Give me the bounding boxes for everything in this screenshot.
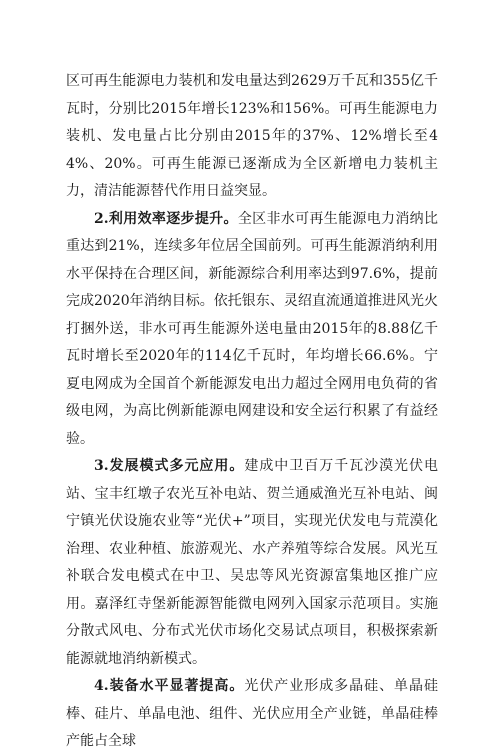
- paragraph-heading: 3.发展模式多元应用。: [94, 458, 245, 474]
- paragraph-text: 全区非水可再生能源电力消纳比重达到21%，连续多年位居全国前列。可再生能源消纳利用水平保持在合理区间，新能源综合利用率达到97.6%，提前完成2020年消纳目标。依托银东、灵绍直流通道推进风光火打捆外送，非水可再生能源外送电量由2015年的8.88亿千瓦时增长至2020年的114亿千瓦时，年均增长66.6%。宁夏电网成为全国首个新能源发电出力超过全网用电负荷的省级电网，为高比例新能源电网建设和安全运行积累了有益经验。: [66, 210, 438, 447]
- paragraph-continuation: [66, 68, 438, 206]
- paragraph-heading: 4.装备水平显著提高。: [94, 678, 245, 694]
- paragraph-text: 建成中卫百万千瓦沙漠光伏电站、宝丰红墩子农光互补电站、贺兰通威渔光互补电站、闽宁镇光伏设施农业等“光伏+”项目，实现光伏发电与荒漠化治理、农业种植、旅游观光、水产养殖等综合发展。风光互补联合发电模式在中卫、吴忠等风光资源富集地区推广应用。嘉泽红寺堡新能源智能微电网列入国家示范项目。实施分散式风电、分布式光伏市场化交易试点项目，积极探索新能源就地消纳新模式。: [66, 458, 439, 667]
- paragraph-heading: 2.利用效率逐步提升。: [94, 210, 238, 227]
- paragraph-text: 区可再生能源电力装机和发电量达到2629万千瓦和355亿千瓦时，分别比2015年增长123%和156%。可再生能源电力装机、发电量占比分别由2015年的37%、12%增长至44%、20%。可再生能源已逐渐成为全区新增电力装机主力，清洁能源替代作用日益突显。: [66, 73, 438, 199]
- document-body: [66, 68, 438, 756]
- paragraph-utilization-efficiency: [66, 206, 438, 454]
- paragraph-text: 光伏产业形成多晶硅、单晶硅棒、硅片、单晶电池、组件、光伏应用全产业链，单晶硅棒产能占全球: [66, 678, 439, 749]
- paragraph-development-model: [66, 453, 438, 673]
- paragraph-equipment-level: [66, 673, 438, 756]
